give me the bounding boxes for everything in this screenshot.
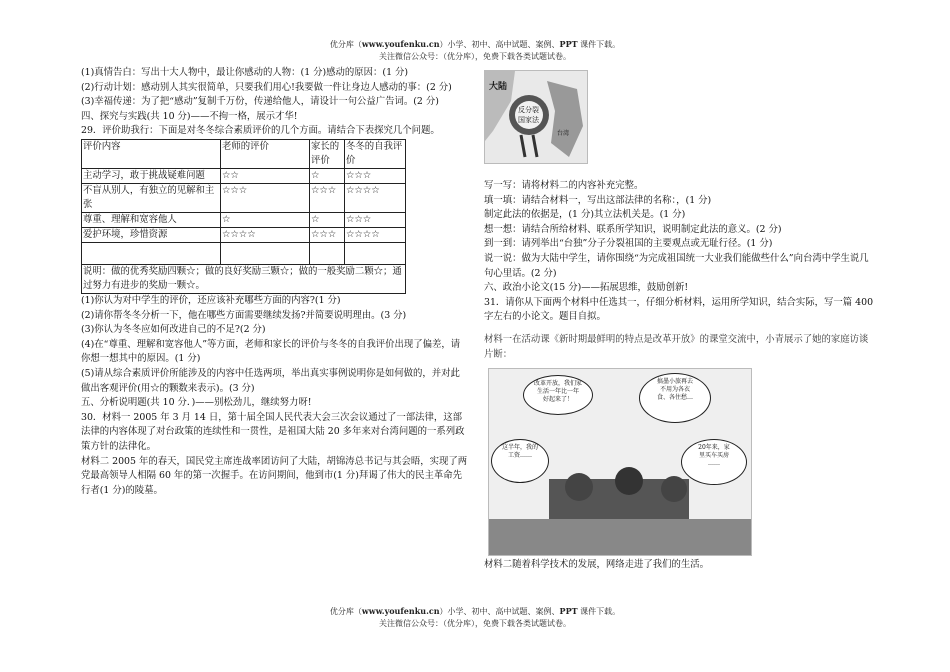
table-cell: ☆☆: [221, 168, 310, 183]
question-text: 填一填：请结合材料一，写出这部法律的名称：，(1 分): [484, 194, 712, 206]
header-text: ）小学、初中、高中试题、案例、: [439, 40, 560, 49]
comic-illustration: [488, 368, 752, 556]
spacer: [484, 325, 874, 333]
table-cell: ☆: [310, 212, 345, 227]
left-column: [81, 66, 469, 498]
footer-text: 课件下载。: [577, 607, 621, 616]
table-header: 冬冬的自我评价: [345, 139, 406, 168]
section-heading: 六、政治小论文(15 分)——拓展思维，鼓励创新!: [484, 282, 689, 294]
table-cell: 主动学习，敢于挑战疑难问题: [82, 168, 221, 183]
question-text: (5)请从综合素质评价所能涉及的内容中任选两项，举出真实事例说明你是如何做的，并对此做出客观评价(用☆的颗数来表示)。(3 分): [81, 367, 460, 394]
footer-text: ）小学、初中、高中试题、案例、: [439, 607, 560, 616]
footer-line-1: [0, 605, 950, 618]
question-text: (1)你认为对中学生的评价，还应该补充哪些方面的内容?(1 分): [81, 294, 341, 306]
map-label: 反分裂: [518, 106, 539, 114]
site-url: www.youfenku.cn: [361, 39, 440, 49]
table-cell: [221, 242, 310, 264]
header-text: 课件下载。: [577, 40, 621, 49]
table-header-row: [82, 139, 406, 168]
table-cell: ☆☆☆: [345, 212, 406, 227]
map-knot-svg: [485, 71, 587, 163]
table-cell: ☆☆☆: [310, 183, 345, 212]
table-row: [82, 242, 406, 264]
table-cell: [82, 242, 221, 264]
map-label: 大陆: [489, 82, 508, 92]
table-row: [82, 168, 406, 183]
question-text: 说一说：做为大陆中学生，请你围绕“为完成祖国统一大业我们能做些什么”向台湾中学生说几句心里话。(2 分): [484, 252, 869, 279]
question-text: 30．材料一 2005 年 3 月 14 日，第十届全国人民代表大会三次会议通过了一部法律，这部法律的内容体现了对台政策的连续性和一贯性，是祖国大陆 20 多年来对台湾问题的一系列政策方针的法律化。: [81, 411, 465, 452]
table-cell: 尊重、理解和宽容他人: [82, 212, 221, 227]
map-label: 国家法: [518, 116, 539, 124]
speech-bubble: 这半年，我的 工资……: [491, 439, 549, 483]
table-header: 老师的评价: [221, 139, 310, 168]
question-text: 到一到：请列举出“台独”分子分裂祖国的主要观点或无耻行径。(1 分): [484, 238, 773, 250]
table-cell: ☆: [221, 212, 310, 227]
section-heading: 四、探究与实践(共 10 分)——不拘一格，展示才华!: [81, 110, 298, 122]
question-text: (3)幸福传递：为了把“感动”复制千万份，传递给他人，请设计一句公益广告词。(2 分): [81, 96, 439, 108]
section-heading: 五、分析说明题(共 10 分．)——别松劲儿，继续努力呀!: [81, 397, 312, 409]
question-text: (1)真情告白：写出十大人物中，最让你感动的人物：(1 分)感动的原因：(1 分): [81, 67, 409, 78]
question-text: 29．评价助我行：下面是对冬冬综合素质评价的几个方面。请结合下表探究几个问题。: [81, 125, 440, 137]
table-cell: ☆☆☆: [221, 183, 310, 212]
material-two-block: [484, 558, 874, 573]
footer-text: 优分库（: [329, 607, 362, 616]
table-cell: [310, 242, 345, 264]
material-one-text: 材料一在活动课《新时期最鲜明的特点是改革开放》的课堂交流中，小青展示了她的家庭访谈片断：: [484, 333, 869, 360]
question-text: (4)在“尊重、理解和宽容他人”等方面，老师和家长的评价与冬冬的自我评价出现了偏差，请你想一想其中的原因。(1 分): [81, 338, 461, 365]
table-note-row: [82, 264, 406, 293]
table-note: 说明：做的优秀奖励四颗☆；做的良好奖励三颗☆；做的一般奖励二颗☆；通过努力有进步的奖励一颗☆。: [82, 264, 406, 293]
material-two-text: 材料二随着科学技术的发展，网络走进了我们的生活。: [484, 559, 710, 570]
table-row: [82, 183, 406, 212]
question-text: 31．请你从下面两个材料中任选其一，仔细分析材料，运用所学知识，结合实际，写一篇 400 字左右的小论文。题目自拟。: [484, 296, 874, 323]
table-row: [82, 227, 406, 242]
page-header: [0, 38, 950, 63]
question-text: (3)你认为冬冬应如何改进自己的不足?(2 分): [81, 324, 266, 336]
evaluation-table: [81, 139, 406, 294]
ppt-label: PPT: [559, 39, 578, 49]
table-header: 评价内容: [82, 139, 221, 168]
table-cell: ☆: [310, 168, 345, 183]
header-line-2: 关注微信公众号：（优分库），免费下载各类试题试卷。: [379, 52, 571, 61]
table-cell: [345, 242, 406, 264]
table-row: [82, 212, 406, 227]
table-header: 家长的评价: [310, 139, 345, 168]
map-label: 台湾: [557, 130, 570, 137]
question-text: (2)请你帮冬冬分析一下，他在哪些方面需要继续发扬?并简要说明理由。(3 分): [81, 309, 407, 321]
speech-bubble: 改革开放，我们家 生活一年比一年 好起来了！: [523, 375, 593, 415]
table-cell: ☆☆☆: [345, 168, 406, 183]
table-cell: ☆☆☆☆: [221, 227, 310, 242]
question-text: 想一想：请结合所给材料、联系所学知识，说明制定此法的意义。(2 分): [484, 223, 782, 235]
speech-bubble: 搞墨小旅再去 不用为各衣 食、各住愁…: [639, 373, 711, 423]
speech-bubble: 20年来，家 里买车买房 ……: [681, 439, 747, 485]
footer-line-2: 关注微信公众号：（优分库），免费下载各类试题试卷。: [379, 619, 571, 628]
page-footer: [0, 605, 950, 630]
question-text: 制定此法的依据是，(1 分)其立法机关是。(1 分): [484, 209, 686, 221]
question-text: (2)行动计划：感动别人其实很简单，只要我们用心!我要做一件让身边人感动的事：(2 分): [81, 81, 452, 93]
table-cell: ☆☆☆☆: [345, 183, 406, 212]
table-cell: ☆☆☆☆: [345, 227, 406, 242]
right-column: [484, 179, 874, 362]
ppt-label: PPT: [559, 606, 578, 616]
question-text: 写一写：请将材料二的内容补充完整。: [484, 180, 644, 191]
header-text: 优分库（: [329, 40, 362, 49]
site-url: www.youfenku.cn: [361, 606, 440, 616]
table-cell: 爱护环境，珍惜资源: [82, 227, 221, 242]
table-cell: 不盲从别人，有独立的见解和主张: [82, 183, 221, 212]
table-cell: ☆☆☆: [310, 227, 345, 242]
header-line-1: [0, 38, 950, 51]
question-text: 材料二 2005 年的春天，国民党主席连战率团访问了大陆，胡锦涛总书记与其会晤，实现了两党最高领导人相隔 60 年的第一次握手。在访问期间，他到市(1 分)拜谒了伟大的民主革命先行者(1 分)的陵墓。: [81, 455, 468, 496]
map-illustration: [484, 70, 588, 164]
